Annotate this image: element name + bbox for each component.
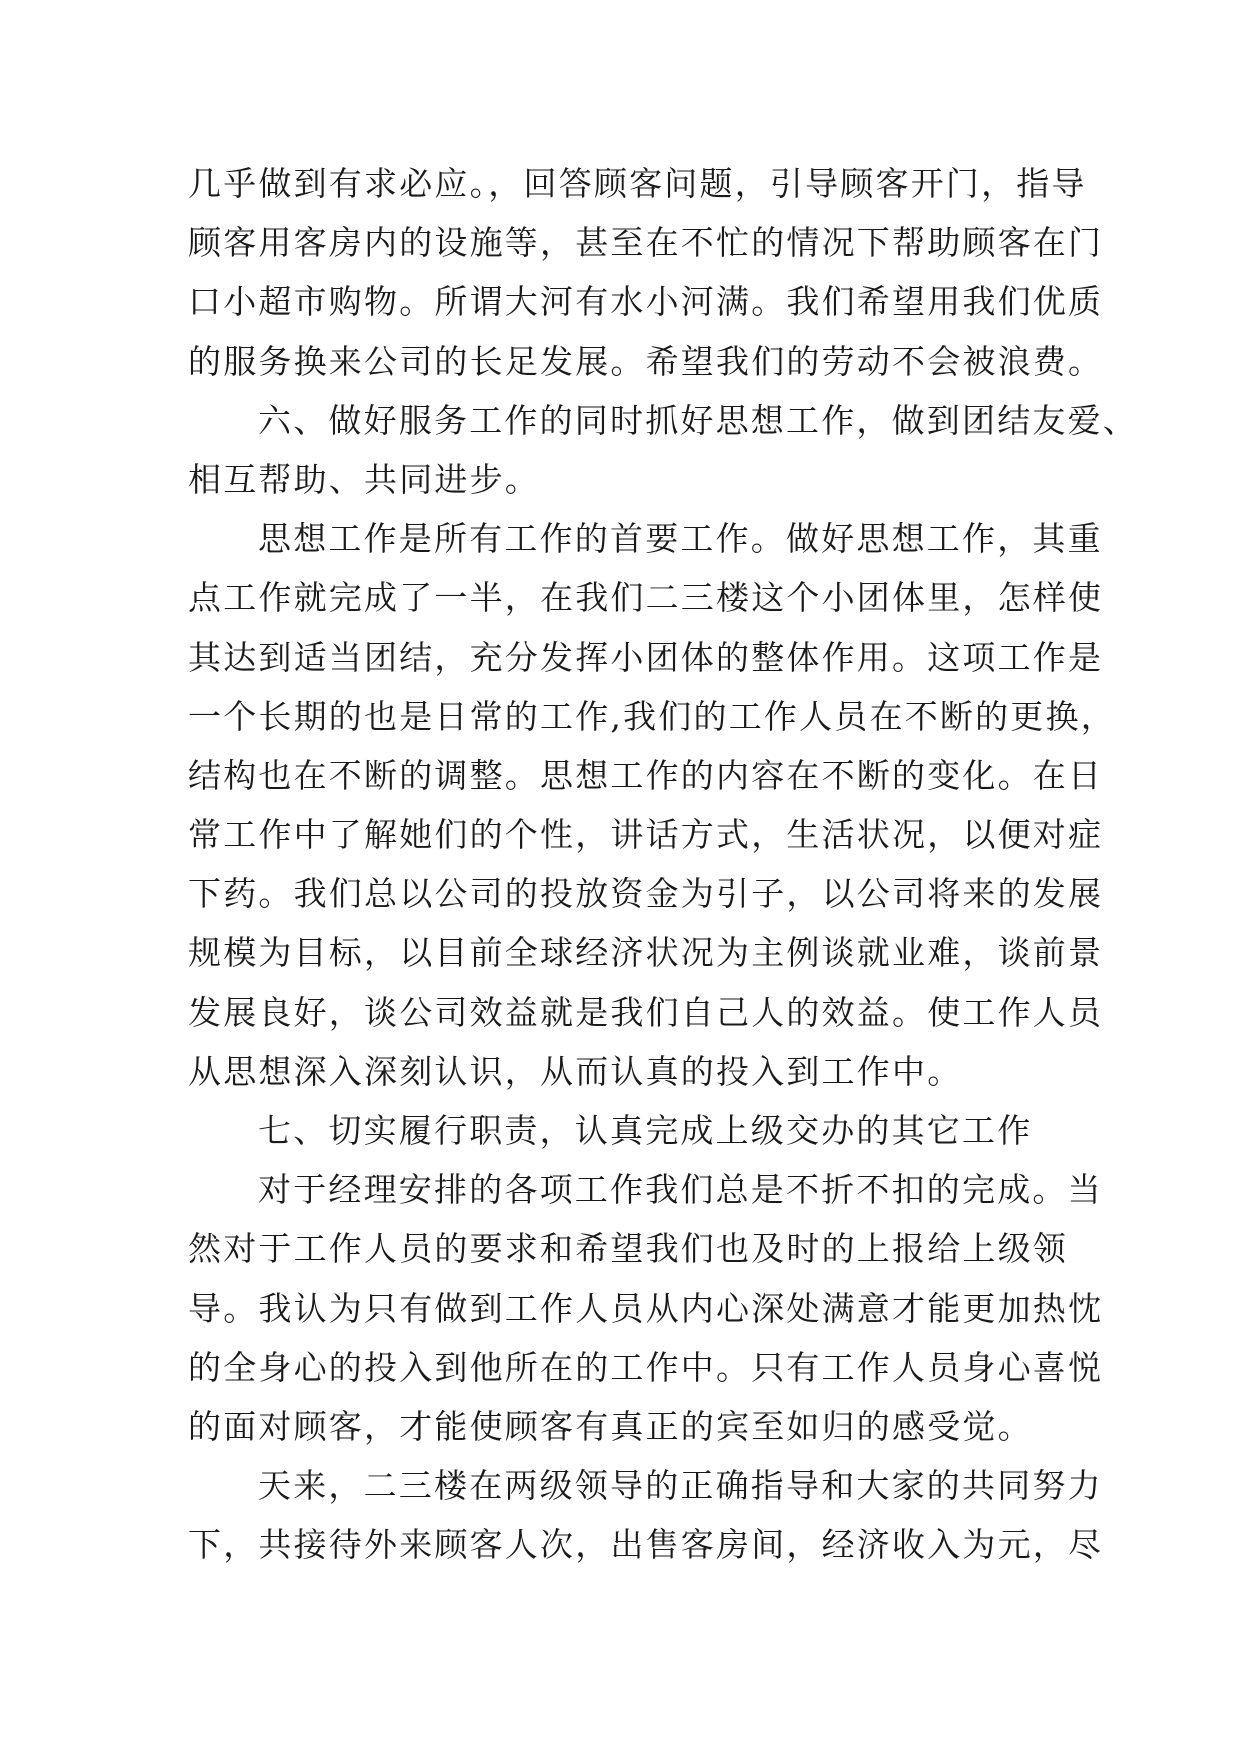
document-body xyxy=(188,154,1138,1575)
text-line: 结构也在不断的调整。思想工作的内容在不断的变化。在日 xyxy=(188,755,1104,795)
text-line: 下药。我们总以公司的投放资金为引子，以公司将来的发展 xyxy=(188,874,1104,914)
text-line: 几乎做到有求必应。，回答顾客问题，引导顾客开门，指导 xyxy=(188,164,1087,203)
section-heading-six: 六、做好服务工作的同时抓好思想工作，做到团结友爱、 xyxy=(258,400,1138,440)
text-line: 从思想深入深刻认识，从而认真的投入到工作中。 xyxy=(188,1051,963,1091)
text-line: 其达到适当团结，充分发挥小团体的整体作用。这项工作是 xyxy=(188,637,1104,677)
text-line: 然对于工作人员的要求和希望我们也及时的上报给上级领 xyxy=(188,1229,1068,1269)
paragraph-start: 对于经理安排的各项工作我们总是不折不扣的完成。当 xyxy=(258,1170,1103,1210)
paragraph-start: 天来，二三楼在两级领导的正确指导和大家的共同努力 xyxy=(258,1466,1103,1506)
text-line: 顾客用客房内的设施等，甚至在不忙的情况下帮助顾客在门 xyxy=(188,223,1104,263)
text-line: 口小超市购物。所谓大河有水小河满。我们希望用我们优质 xyxy=(188,282,1104,322)
text-line: 导。我认为只有做到工作人员从内心深处满意才能更加热忱 xyxy=(188,1288,1104,1328)
text-line: 下，共接待外来顾客人次，出售客房间，经济收入为元，尽 xyxy=(188,1525,1104,1565)
text-line: 点工作就完成了一半，在我们二三楼这个小团体里，怎样使 xyxy=(188,578,1104,618)
text-line: 相互帮助、共同进步。 xyxy=(188,459,540,499)
text-line: 常工作中了解她们的个性，讲话方式，生活状况，以便对症 xyxy=(188,815,1104,855)
text-line: 一个长期的也是日常的工作,我们的工作人员在不断的更换， xyxy=(188,696,1116,736)
section-heading-seven: 七、切实履行职责，认真完成上级交办的其它工作 xyxy=(258,1111,1033,1150)
text-line: 的面对顾客，才能使顾客有真正的宾至如归的感受觉。 xyxy=(188,1406,1033,1446)
text-line: 规模为目标，以目前全球经济状况为主例谈就业难，谈前景 xyxy=(188,933,1104,973)
text-line: 发展良好，谈公司效益就是我们自己人的效益。使工作人员 xyxy=(188,992,1104,1032)
text-line: 的服务换来公司的长足发展。希望我们的劳动不会被浪费。 xyxy=(188,341,1104,381)
paragraph-start: 思想工作是所有工作的首要工作。做好思想工作，其重 xyxy=(258,519,1103,559)
text-line: 的全身心的投入到他所在的工作中。只有工作人员身心喜悦 xyxy=(188,1347,1104,1387)
